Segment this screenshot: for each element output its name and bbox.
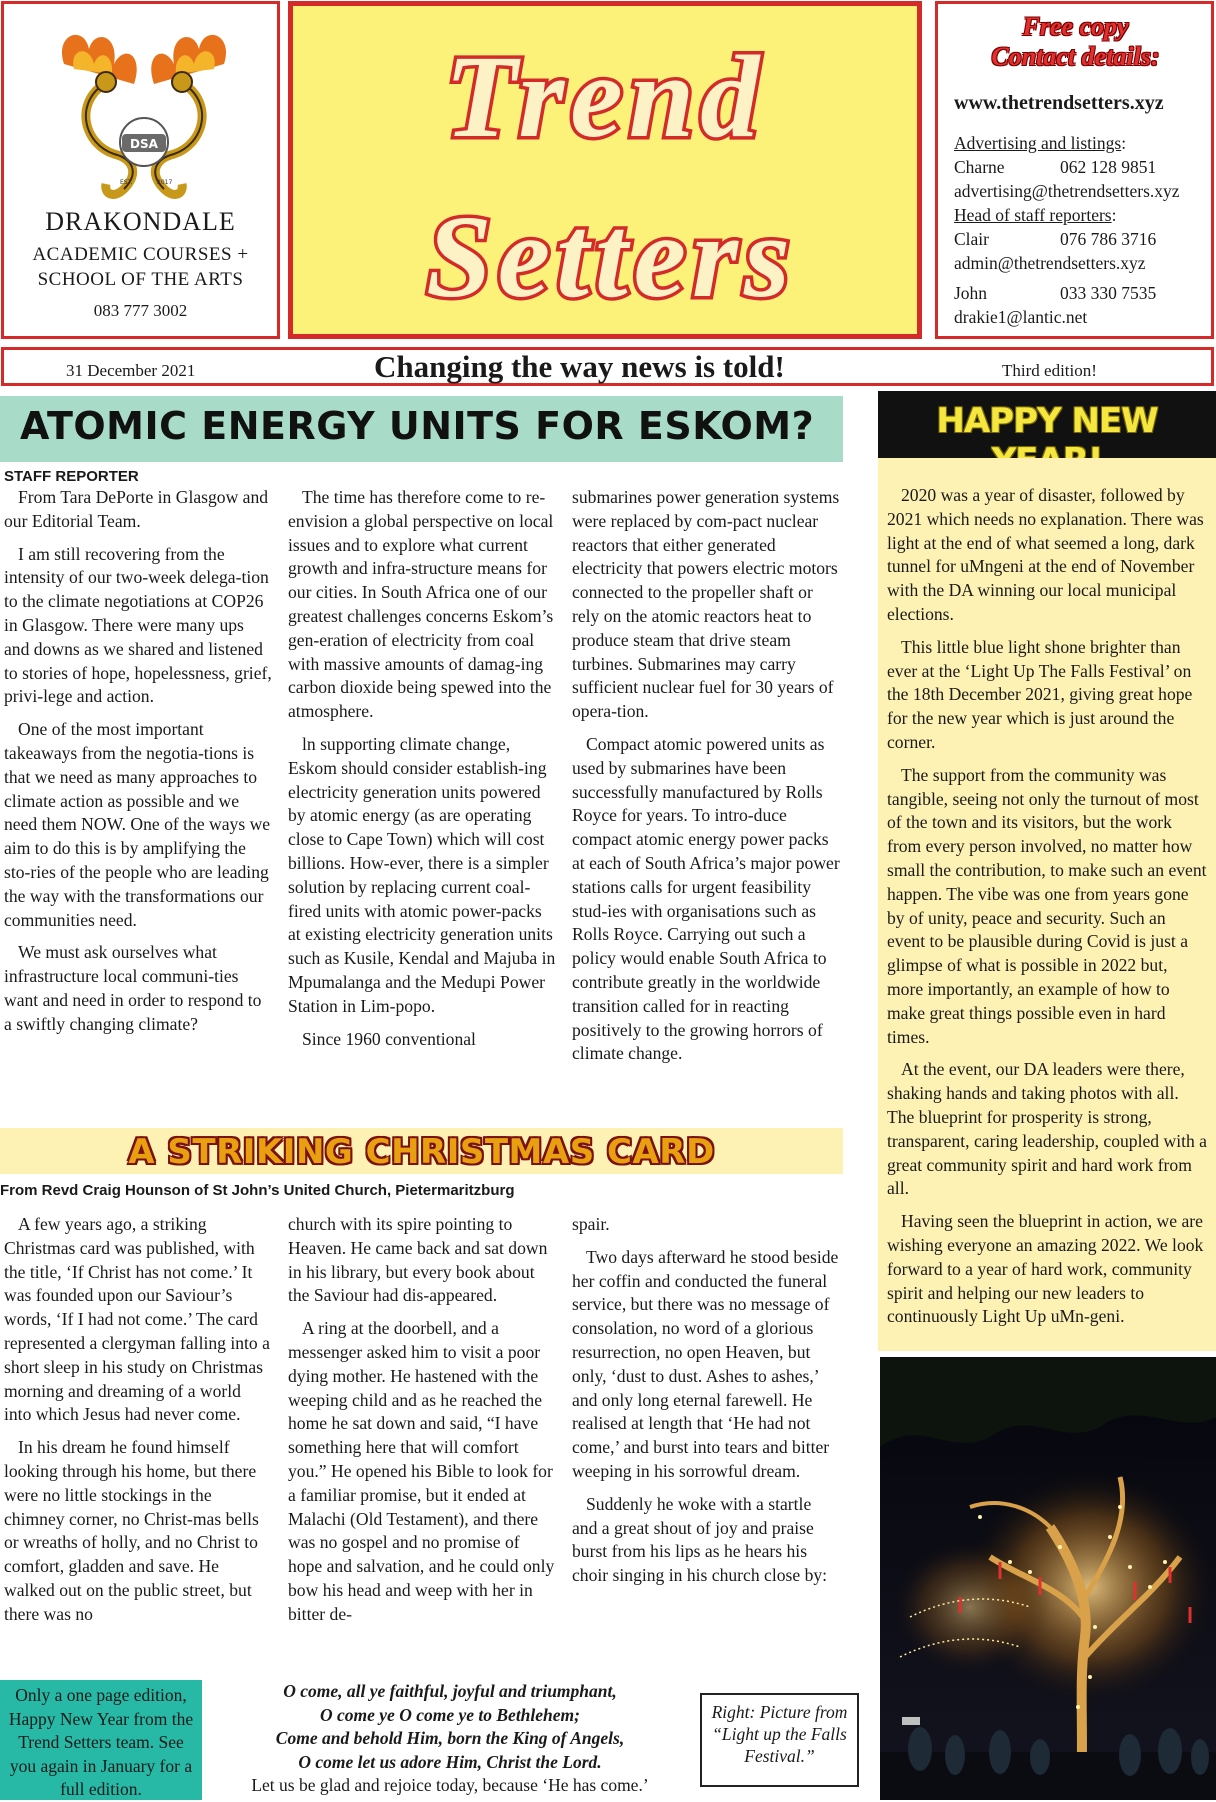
paragraph: From Tara DePorte in Glasgow and our Editorial Team.: [4, 487, 269, 531]
school-subtitle-2: SCHOOL OF THE ARTS: [37, 269, 244, 290]
paragraph: Compact atomic powered units as used by submarines have been successfully manufactured by Rolls Royce for years. To intro-duce compact atomic energy power packs at each of South Africa’s major power stations calls for urgent feasibility stud-ies with organisations such as Rolls Royce. Carrying out such a policy would enable South Africa to contribute greatly in the worldwide transition called for in reacting positively to the growing horrors of climate change.: [572, 733, 840, 1064]
atomic-column-2: [288, 486, 556, 1060]
hymn-verse: [200, 1680, 700, 1798]
masthead-title-line2: Setters: [426, 191, 796, 322]
edition-label: Third edition!: [1002, 361, 1097, 380]
tagline: Changing the way news is told!: [374, 349, 785, 384]
paragraph: church with its spire pointing to Heaven. He came back and sat down in his library, but every book about the Saviour had dis-appeared.: [288, 1214, 548, 1306]
paragraph: spair.: [572, 1214, 610, 1234]
atomic-byline: STAFF REPORTER: [4, 468, 139, 485]
hymn-line: O come, all ye faithful, joyful and triumphant,: [283, 1681, 617, 1701]
paragraph: A ring at the doorbell, and a messenger asked him to visit a poor dying mother. He hastened with the weeping child and as he reached the home he sat down and said, “I have something here that will comfort you.” He opened his Bible to look for a familiar promise, but it ended at Malachi (Old Testament), and there was no gospel and no promise of hope and salvation, and he could only bow his head and weep with her in bitter de-: [288, 1318, 555, 1624]
new-year-column: [887, 484, 1208, 1338]
christmas-headline-bar: [0, 1128, 843, 1174]
svg-text:EST.: EST.: [120, 179, 133, 186]
atomic-headline-bar: [0, 396, 843, 462]
advertising-email[interactable]: advertising@thetrendsetters.xyz: [954, 181, 1180, 201]
festival-photo: [880, 1357, 1216, 1800]
paragraph: Two days afterward he stood beside her coffin and conducted the funeral service, but there was no message of consolation, no word of a glorious resurrection, no open Heaven, but only, ‘dust to dust. Ashes to ashes,’ and only long eternal farewell. He realised at length that ‘He had not come,’ and burst into tears and bitter weeping in his sorrowful dream.: [572, 1246, 839, 1481]
paragraph: The time has therefore come to re-envision a global perspective on local issues and to explore what current growth and infra-structure means for our cities. In South Africa one of our greatest challenges concerns Eskom’s gen-eration of electricity from coal with massive amounts of damag-ing carbon dioxide being spewed into the atmosphere.: [288, 487, 554, 722]
paragraph: We must ask ourselves what infrastructure local communi-ties want and need in order to respond to a swiftly changing climate?: [4, 942, 262, 1034]
twin-dragons-crest-icon: [44, 24, 244, 214]
new-year-headline-bar: [878, 391, 1216, 458]
svg-text:DSA: DSA: [130, 137, 158, 151]
svg-text:2017: 2017: [157, 179, 173, 186]
paragraph: The support from the community was tangible, seeing not only the turnout of most of the town and its visitors, but the work from every person involved, no matter how small the contribution, to make such an event happen. The vibe was one from years gone by of unity, peace and security. Such an event to be plausible during Covid is just a glimpse of what is possible in 2022 but, more importantly, an example of how to make great things possible even in hard times.: [887, 764, 1207, 1047]
date-bar: [1, 347, 1214, 386]
christmas-column-2: [288, 1213, 556, 1636]
paragraph: 2020 was a year of disaster, followed by 2021 which needs no explanation. There was light at the end of what seemed a long, dark tunnel for uMngeni at the end of November with the DA winning our local municipal elections.: [887, 485, 1204, 624]
atomic-column-3: [572, 486, 840, 1075]
hymn-line: O come let us adore Him, Christ the Lord.: [298, 1751, 602, 1772]
paragraph: This little blue light shone brighter than ever at the ‘Light Up The Falls Festival’ on the 18th December 2021, giving great hope for the new year which is just around the corner.: [887, 636, 1193, 752]
paragraph: Since 1960 conventional: [302, 1028, 476, 1049]
paragraph: A few years ago, a striking Christmas card was published, with the title, ‘If Christ has not come.’ It was founded upon our Saviour’s words, ‘If I had not come.’ The card represented a clergyman falling into a short sleep in his study on Christmas morning and dreaming of a world into which Jesus had never come.: [4, 1214, 270, 1425]
masthead-title-box: [288, 1, 922, 339]
contact-heading: Contact details:: [991, 42, 1160, 71]
school-ad: [1, 1, 280, 339]
paragraph: Suddenly he woke with a startle and a great shout of joy and praise burst from his lips as he hears his choir singing in his church close by:: [572, 1493, 828, 1586]
paragraph: ln supporting climate change, Eskom should consider establish-ing electricity generation units powered by atomic energy (as are operating close to Cape Town) which will cost billions. How-ever, there is a simpler solution by replacing current coal-fired units with atomic power-packs at existing electricity generation units such as Kusile, Kendal and Majuba in Mpumalanga and the Medupi Power Station in Lim-popo.: [288, 733, 556, 1016]
christmas-column-3: [572, 1213, 840, 1597]
christmas-headline: A STRIKING CHRISTMAS CARD: [128, 1132, 715, 1172]
festival-lit-tree-photo: [880, 1357, 1216, 1800]
atomic-headline: ATOMIC ENERGY UNITS FOR ESKOM?: [20, 404, 815, 448]
atomic-column-1: [4, 486, 272, 1046]
paragraph: I am still recovering from the intensity of our two-week delega-tion to the climate negotiations at COP26 in Glasgow. There were many ups and downs as we shared and listened to stories of hope, hopelessness, grief, privi-lege and action.: [4, 543, 272, 707]
christmas-byline: From Revd Craig Hounson of St John’s United Church, Pietermaritzburg: [0, 1182, 515, 1199]
christmas-column-1: [4, 1213, 272, 1636]
school-name: DRAKONDALE: [45, 207, 236, 236]
website-link[interactable]: www.thetrendsetters.xyz: [954, 92, 1164, 114]
masthead-title-line1: Trend: [444, 31, 766, 162]
free-copy-label: Free copy: [1022, 12, 1129, 41]
advertising-contact: Charne 062 128 9851: [954, 157, 1157, 177]
new-year-headline: HAPPY NEW: [936, 401, 1158, 441]
paragraph: One of the most important takeaways from the negotia-tions is that we need as many approaches to climate action as possible and we need them NOW. One of the ways we aim to do this is by amplifying the sto-ries of the people who are leading the way with the transformations our communities need.: [4, 719, 271, 930]
photo-caption: Right: Picture from “Light up the Falls Festival.”: [700, 1693, 859, 1787]
masthead-logo: [293, 6, 917, 334]
staff-heading: Head of staff reporters:: [954, 205, 1117, 225]
paragraph: In his dream he found himself looking through his home, but there were no little stockings in the chimney corner, no Christ-mas bells or wreaths of holly, and no Christ to comfort, gladden and save. He walked out on the public street, but there was no: [4, 1437, 259, 1624]
paragraph: At the event, our DA leaders were there, shaking hands and taking photos with all. The blueprint for prosperity is strong, transparent, caring leadership, coupled with a great community spirit and hard work from all.: [887, 1059, 1207, 1199]
paragraph: submarines power generation systems were replaced by com-pact nuclear reactors that either generated electricity that powers electric motors connected to the propeller shaft or rely on the atomic reactors heat to produce steam that drive steam turbines. Submarines may carry sufficient nuclear fuel for 30 years of opera-tion.: [572, 487, 840, 722]
school-subtitle-1: ACADEMIC COURSES +: [32, 244, 249, 265]
paragraph: Having seen the blueprint in action, we are wishing everyone an amazing 2022. We look forward to a year of hard work, community spirit and helping our new leaders to continuously Light Up uMn-geni.: [887, 1211, 1204, 1327]
school-phone: 083 777 3002: [93, 301, 188, 320]
staff-contact: Clair 076 786 3716: [954, 229, 1157, 249]
issue-date: 31 December 2021: [66, 361, 196, 380]
staff-email[interactable]: admin@thetrendsetters.xyz: [954, 253, 1146, 273]
hymn-line: O come ye O come ye to Bethlehem;: [320, 1704, 580, 1725]
john-contact: John 033 330 7535: [954, 283, 1157, 303]
hymn-line: Come and behold Him, born the King of Angels,: [275, 1728, 625, 1748]
closing-line: Let us be glad and rejoice today, because ‘He has come.’: [251, 1775, 649, 1795]
john-email[interactable]: drakie1@lantic.net: [954, 307, 1088, 327]
advertising-heading: Advertising and listings:: [954, 133, 1127, 153]
contact-details-box: [935, 1, 1214, 339]
edition-note: Only a one page edition, Happy New Year from the Trend Setters team. See you again in January for a full edition.: [0, 1680, 202, 1800]
